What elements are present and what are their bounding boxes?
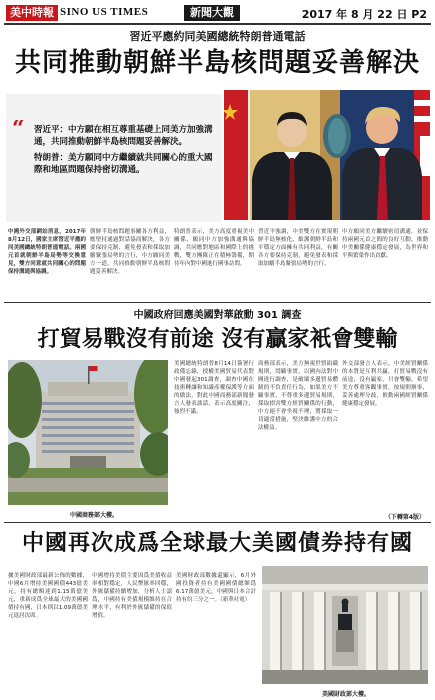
story2-col-2: 商務部表示，美方無視世貿組織規則，罔顧事實，以國內法對中國進行調查，是破壞多邊貿易體制的不負責任行為，如果美方不顧事實、不尊重多邊貿易規則，採取損害雙方經貿關係的行動，中方絕不會坐視不理，將採取一切適當措施，堅決維護中方的合法權益。 xyxy=(258,361,338,431)
story2-photo-commerce-building xyxy=(8,360,168,505)
story3-col-1: 據美國財政部最新公佈的數據，中國6月增持美國國債443億美元，持有總額達到1.15萬億美元，重新成爲全球最大的美國國債持有國，日本則以1.09萬億美元退居次席。 xyxy=(8,573,88,619)
masthead-brand-en: SINO US TIMES xyxy=(60,6,149,18)
story2-col-1: 美國總統特朗普8月14日簽署行政備忘錄，授權美國貿易代表對中國發起301調查，調查中國在技術轉讓和知識產權保護等方面的做法，對此中國商務部新聞發言人發表談話，表示高度關注，強烈不滿。 xyxy=(174,361,254,415)
story1-col-1 xyxy=(8,228,86,300)
story2-continued: （下轉第4版） xyxy=(384,514,425,521)
story3-col-2: 中國增持美債主要因爲美債收益率相對穩定，人民幣匯率回穩，外匯儲備持續增加，分析人士認爲，中國持有美債規模維持在合理水平，有利於外匯儲備的保值增值。 xyxy=(92,573,172,619)
dateline: 2017 年 8 月 22 日 P2 xyxy=(301,8,427,21)
story1-kicker: 習近平應約同美國總統特朗普通電話 xyxy=(129,30,306,43)
story3-caption: 美國財政部大樓。 xyxy=(322,691,371,698)
story1-col-5: 中方願同美方繼續密切溝通，並保持兩國元首之間的良好互動，推動中美關係健康穩定發展，為世界和平與繁榮作出貢獻。 xyxy=(342,229,428,259)
story1-col-2: 朝鮮半島核問題事關各方利益，應堅持通過對話協商解決，各方要保持克制，避免發表和採取加劇緊張局勢的言行，中方願同美方一道，共同推動朝鮮半島核問題妥善解決。 xyxy=(90,229,170,275)
story1-col-4: 習近平強調，中美雙方在實現朝鮮半島無核化、維護朝鮮半島和平穩定方面擁有共同利益，有關各方要保持克制，避免發表和採取加劇半島緊張局勢的言行。 xyxy=(258,229,338,267)
story2-col-3: 外交部發言人表示，中美經貿關係的本質是互利共贏，打貿易戰沒有前途，沒有贏家，只會雙輸。希望美方尊重客觀事實，按規則辦事，妥善處理分歧，推動兩國經貿關係健康穩定發展。 xyxy=(342,361,428,407)
story3-photo-treasury xyxy=(262,566,428,684)
story1-quote-trump: 特朗普：美方願同中方繼續就共同關心的重大國際和地區問題保持密切溝通。 xyxy=(34,153,213,175)
svg-text:“: “ xyxy=(12,120,25,136)
masthead-rule xyxy=(4,23,431,25)
story1-quote-box xyxy=(6,94,222,222)
story2-kicker: 中國政府回應美國對華啟動 301 調查 xyxy=(133,310,302,321)
story1-col-3: 特朗普表示，美方高度重視美中關係，願同中方加強溝通與協調，共同應對地區和國際上的挑戰，雙方團隊正在積極籌備，期待年內對中國進行國事訪問。 xyxy=(174,229,254,267)
section-tag: 新聞大觀 xyxy=(184,5,240,21)
story1-quote-xi: 習近平：中方願在相互尊重基礎上同美方加強溝通，共同推動朝鮮半島核問題妥善解決。 xyxy=(34,125,213,147)
story-divider-2 xyxy=(4,522,431,523)
story3-col-3: 美國財政部數據還顯示，6月外國投資者持有美國國債總額爲6.17萬億美元，中國與日本合計持有約三分之一。（新華社電） xyxy=(176,573,256,603)
story1-photo-leaders xyxy=(224,90,430,220)
story1-headline: 共同推動朝鮮半島核問題妥善解決 xyxy=(14,48,420,78)
story-divider xyxy=(4,302,431,303)
masthead-logo: 美中時報 xyxy=(6,5,58,21)
story2-headline: 打貿易戰沒有前途 沒有贏家衹會雙輸 xyxy=(37,326,398,352)
story1-lead-text: 中國外交部網站消息，2017年8月12日，國家主席習近平應約同美國總統特朗普通電話。兩國元首就朝鮮半島局勢等交換意見，雙方同意就共同關心的問題保持溝通與協調。 xyxy=(8,229,86,275)
quote-mark-icon xyxy=(12,120,30,136)
story3-headline: 中國再次成爲全球最大美國債券持有國 xyxy=(21,530,413,556)
story2-caption: 中國商務部大樓。 xyxy=(70,512,119,519)
